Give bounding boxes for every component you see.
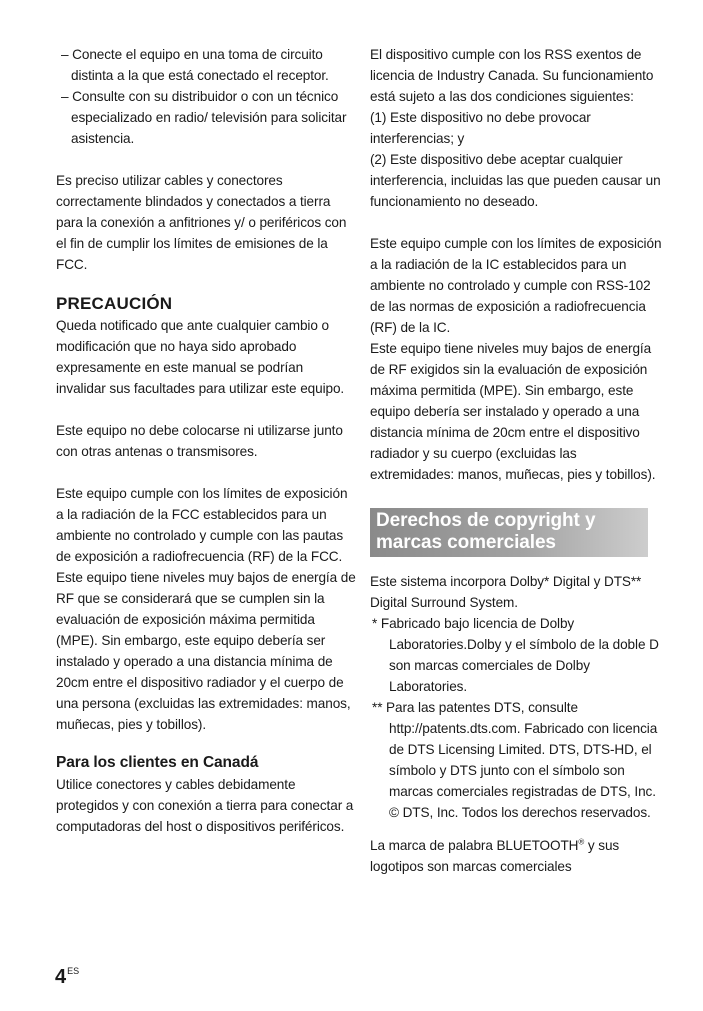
page-number bbox=[55, 966, 79, 989]
canada-heading: Para los clientes en Canadá bbox=[56, 754, 259, 771]
bluetooth-text-end: y sus logotipos son marcas comerciales bbox=[370, 838, 620, 874]
condition-2: (2) Este dispositivo debe aceptar cualquier interferencia, incluidas las que pueden causar un funcionamiento no deseado. bbox=[370, 152, 661, 209]
right-column bbox=[370, 44, 662, 877]
bullet-consult-dealer: – Consulte con su distribuidor o con un técnico especializado en radio/ televisión para solicitar asistencia. bbox=[61, 89, 347, 146]
page-number-value: 4 bbox=[55, 966, 67, 988]
dolby-footnote: * Fabricado bajo licencia de Dolby Laboratories.Dolby y el símbolo de la doble D son marcas comerciales de Dolby Laboratories. bbox=[372, 616, 659, 694]
bullet-connect-outlet: – Conecte el equipo en una toma de circuito distinta a la que está conectado el receptor. bbox=[61, 47, 329, 83]
language-code: ES bbox=[67, 966, 80, 976]
dts-footnote: ** Para las patentes DTS, consulte http://patents.dts.com. Fabricado con licencia de DTS Licensing Limited. DTS, DTS-HD, el símbolo y DTS junto con el símbolo son marcas comerciales registradas de DTS, Inc. © DTS, Inc. Todos los derechos reservados. bbox=[372, 700, 658, 820]
copyright-section-banner: Derechos de copyright y marcas comerciales bbox=[370, 508, 648, 557]
condition-1: (1) Este dispositivo no debe provocar interferencias; y bbox=[370, 110, 591, 146]
canada-paragraph: Utilice conectores y cables debidamente protegidos y con conexión a tierra para conectar a computadoras del host o dispositivos periféricos. bbox=[56, 777, 354, 834]
ic-exposure-paragraph: Este equipo cumple con los límites de exposición a la radiación de la IC establecidos para un ambiente no controlado y cumple con RSS-102 de las normas de exposición a radiofrecuencia (RF) de la IC. bbox=[370, 236, 662, 335]
left-column bbox=[56, 44, 356, 837]
shielded-cables-paragraph: Es preciso utilizar cables y conectores correctamente blindados y conectados a tierra para la conexión a anfitriones y/ o periféricos con el fin de cumplir los límites de emisiones de la FCC. bbox=[56, 173, 347, 272]
caution-heading: PRECAUCIÓN bbox=[56, 294, 173, 313]
industry-canada-paragraph: El dispositivo cumple con los RSS exentos de licencia de Industry Canada. Su funcionamiento está sujeto a las dos condiciones siguientes: bbox=[370, 47, 654, 104]
dolby-dts-paragraph: Este sistema incorpora Dolby* Digital y DTS** Digital Surround System. bbox=[370, 574, 642, 610]
antenna-paragraph: Este equipo no debe colocarse ni utilizarse junto con otras antenas o transmisores. bbox=[56, 423, 343, 459]
registered-mark: ® bbox=[578, 837, 585, 847]
rf-energy-paragraph: Este equipo tiene niveles muy bajos de energía de RF exigidos sin la evaluación de exposición máxima permitida (MPE). Sin embargo, este equipo debería ser instalado y operado a una distancia mínima de 20cm entre el dispositivo radiador y su cuerpo (excluidas las extremidades: manos, muñecas, pies y tobillos). bbox=[370, 341, 656, 482]
caution-paragraph: Queda notificado que ante cualquier cambio o modificación que no haya sido aprobado expresamente en este manual se podrían invalidar sus facultades para utilizar este equipo. bbox=[56, 318, 345, 396]
fcc-exposure-paragraph: Este equipo cumple con los límites de exposición a la radiación de la FCC establecidos para un ambiente no controlado y cumple con las pautas de exposición a radiofrecuencia (RF) de la FCC. Este equipo tiene niveles muy bajos de energía de RF que se considerará que se cumplen sin la evaluación de exposición máxima permitida (MPE). Sin embargo, este equipo debería ser instalado y operado a una distancia mínima de 20cm entre el dispositivo radiador y el cuerpo de una persona (excluidas las extremidades: manos, muñecas, pies y tobillos). bbox=[56, 486, 356, 732]
bluetooth-text-start: La marca de palabra BLUETOOTH bbox=[370, 838, 579, 853]
bluetooth-paragraph bbox=[370, 835, 662, 877]
